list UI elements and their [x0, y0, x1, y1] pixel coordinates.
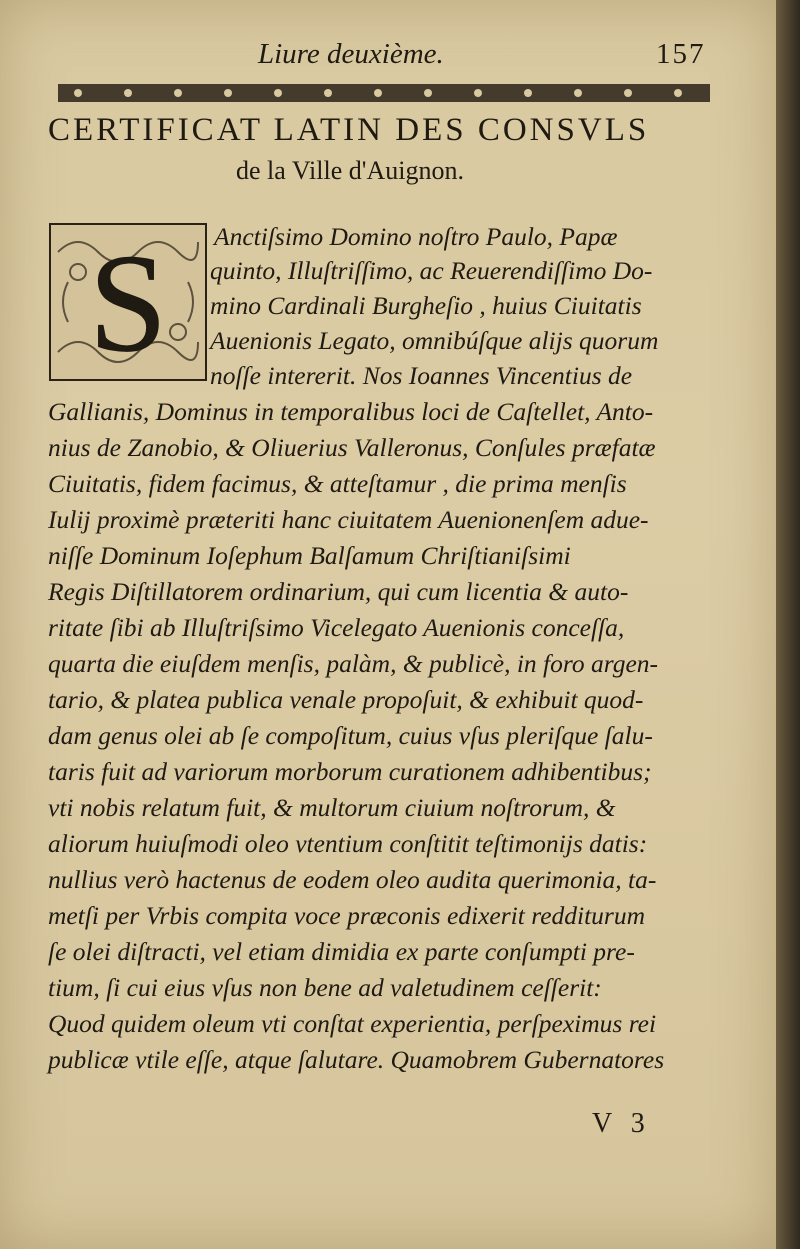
text-line: Regis Diſtillatorem ordinarium, qui cum licentia & auto- — [48, 577, 629, 606]
text-line: dam genus olei ab ſe compoſitum, cuius vſus pleriſque ſalu- — [48, 721, 653, 750]
signature-mark: V 3 — [592, 1108, 651, 1139]
text-line: ſe olei diſtracti, vel etiam dimidia ex parte conſumpti pre- — [48, 937, 635, 966]
text-line: publicæ vtile eſſe, atque ſalutare. Quamobrem Gubernatores — [48, 1045, 665, 1074]
text-line: nius de Zanobio, & Oliuerius Valleronus, Conſules præfatæ — [48, 433, 656, 462]
text-line: niſſe Dominum Ioſephum Balſamum Chriſtianiſsimi — [48, 541, 571, 570]
text-line: vti nobis relatum fuit, & multorum ciuium noſtrorum, & — [48, 793, 616, 822]
text-line: Ciuitatis, fidem facimus, & atteſtamur , die prima menſis — [48, 469, 627, 498]
ornamental-band — [58, 82, 710, 104]
decorated-initial-s — [48, 222, 208, 382]
running-title: Liure deuxième. — [258, 38, 444, 70]
text-line: Auenionis Legato, omnibúſque alijs quorum — [210, 326, 659, 355]
text-line: aliorum huiuſmodi oleo vtentium conſtitit teſtimonijs datis: — [48, 829, 648, 858]
text-line: quinto, Illuſtriſſimo, ac Reuerendiſſimo Do- — [210, 256, 653, 285]
text-line: Gallianis, Dominus in temporalibus loci de Caſtellet, Anto- — [48, 397, 654, 426]
text-line: quarta die eiuſdem menſis, palàm, & publicè, in foro argen- — [48, 649, 659, 678]
text-line: Iulij proximè præteriti hanc ciuitatem Auenionenſem adue- — [48, 505, 649, 534]
text-line: nullius verò hactenus de eodem oleo audita querimonia, ta- — [48, 865, 657, 894]
text-line: Quod quidem oleum vti conſtat experientia, perſpeximus rei — [48, 1009, 657, 1038]
text-line: tium, ſi cui eius vſus non bene ad valetudinem ceſſerit: — [48, 973, 602, 1002]
page-number: 157 — [656, 38, 706, 70]
text-line: metſi per Vrbis compita voce præconis edixerit redditurum — [48, 901, 646, 930]
text-line: Anctiſsimo Domino noſtro Paulo, Papæ — [214, 222, 618, 251]
certificate-subtitle: de la Ville d'Auignon. — [236, 156, 464, 185]
text-line: mino Cardinali Burgheſio , huius Ciuitatis — [210, 291, 642, 320]
text-line: tario, & platea publica venale propoſuit, & exhibuit quod- — [48, 685, 644, 714]
text-line: ritate ſibi ab Illuſtriſsimo Vicelegato Auenionis conceſſa, — [48, 613, 625, 642]
binding-edge — [776, 0, 800, 1249]
text-line: taris fuit ad variorum morborum curationem adhibentibus; — [48, 757, 652, 786]
page-header — [0, 28, 776, 78]
text-line: noſſe intererit. Nos Ioannes Vincentius de — [210, 361, 633, 390]
certificate-title: CERTIFICAT LATIN DES CONSVLS — [48, 112, 650, 148]
svg-text:S: S — [89, 226, 167, 381]
